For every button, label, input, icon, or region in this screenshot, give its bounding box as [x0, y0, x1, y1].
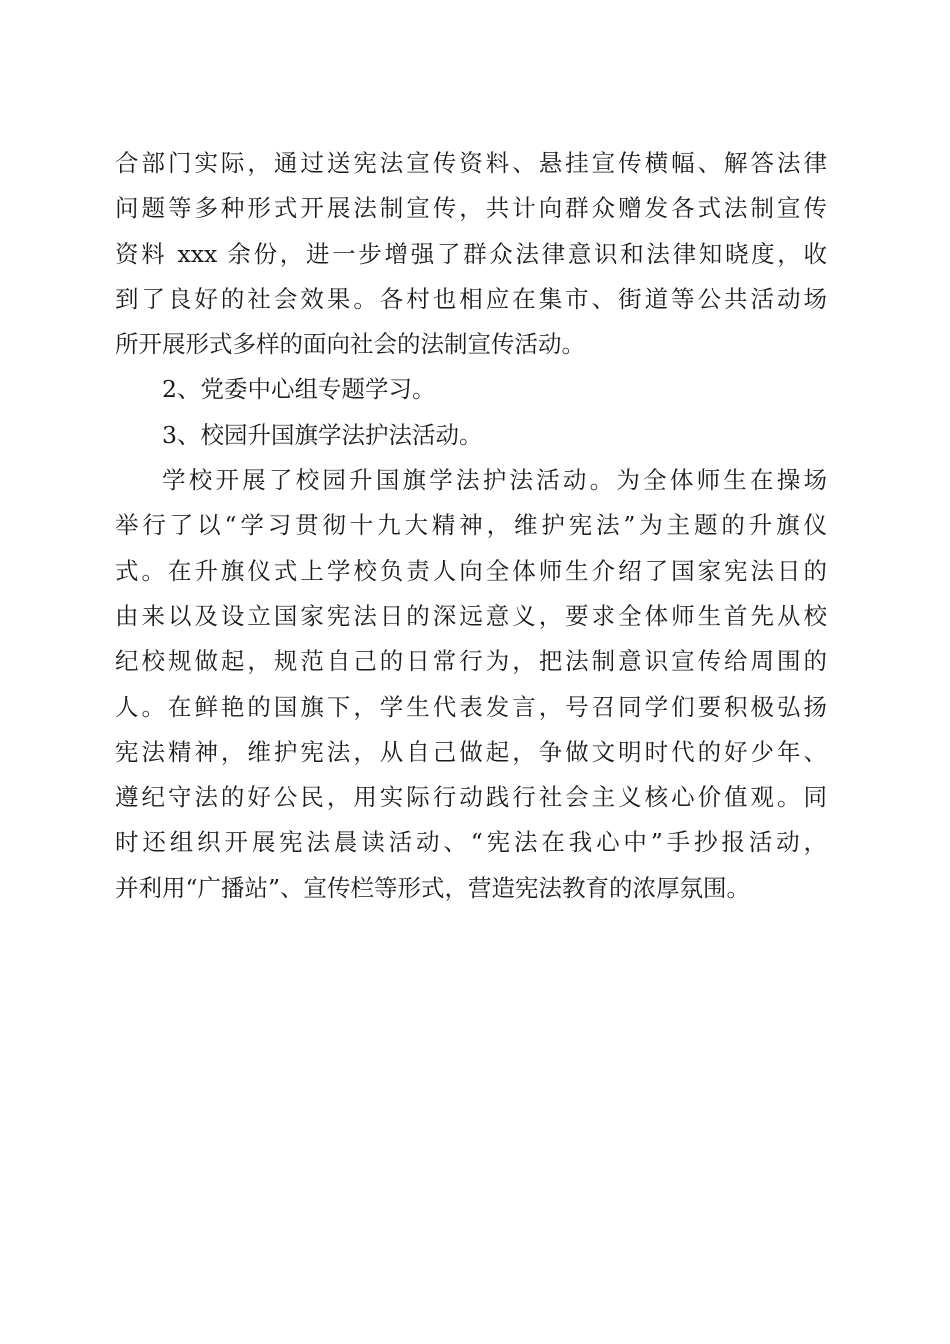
text-line: 宪法精神，维护宪法，从自己做起，争做文明时代的好少年、 [115, 737, 827, 766]
text-line: 问题等多种形式开展法制宣传，共计向群众赠发各式法制宣传 [115, 194, 827, 223]
text-line: 纪校规做起，规范自己的日常行为，把法制意识宣传给周围的 [115, 647, 827, 676]
text-line: 到了良好的社会效果。各村也相应在集市、街道等公共活动场 [115, 284, 827, 313]
list-item-party-study: 2、党委中心组专题学习。 [162, 375, 436, 404]
text-line: 合部门实际，通过送宪法宣传资料、悬挂宣传横幅、解答法律 [115, 149, 827, 177]
text-line: 所开展形式多样的面向社会的法制宣传活动。 [115, 330, 585, 359]
text-line: 由来以及设立国家宪法日的深远意义，要求全体师生首先从校 [115, 601, 827, 630]
list-item-flag-raising: 3、校园升国旗学法护法活动。 [162, 420, 483, 449]
text-line: 式。在升旗仪式上学校负责人向全体师生介绍了国家宪法日的 [115, 556, 827, 585]
paragraph-legal-publicity [115, 141, 827, 367]
document-body [115, 141, 827, 911]
text-line: 举行了以“学习贯彻十九大精神，维护宪法”为主题的升旗仪 [115, 511, 827, 540]
text-line: 遵纪守法的好公民，用实际行动践行社会主义核心价值观。同 [115, 783, 827, 812]
paragraph-school-activity [115, 458, 827, 911]
text-line: 并利用“广播站”、宣传栏等形式，营造宪法教育的浓厚氛围。 [115, 873, 751, 902]
text-line: 时还组织开展宪法晨读活动、“宪法在我心中”手抄报活动， [115, 828, 827, 857]
text-line: 学校开展了校园升国旗学法护法活动。为全体师生在操场 [162, 466, 827, 495]
text-line: 人。在鲜艳的国旗下，学生代表发言，号召同学们要积极弘扬 [115, 692, 827, 721]
text-line: 资料 xxx 余份，进一步增强了群众法律意识和法律知晓度，收 [115, 239, 827, 268]
